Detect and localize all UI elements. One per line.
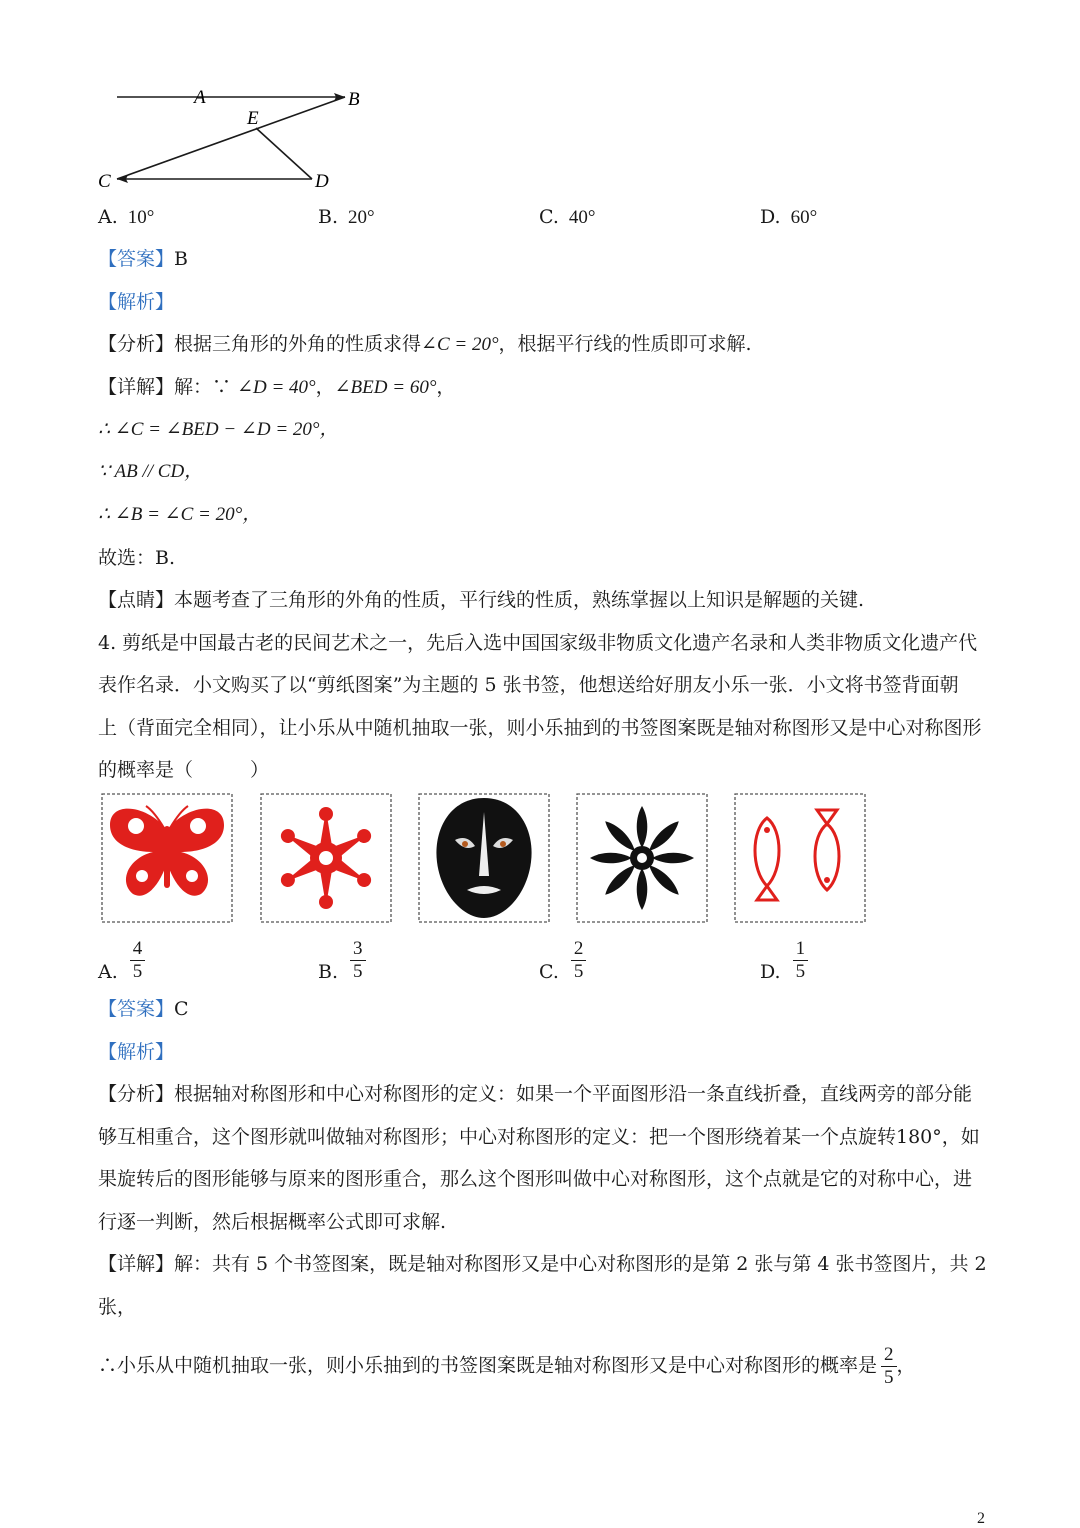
q4-detail-line-3: ∴小乐从中随机抽取一张，则小乐抽到的书签图案既是轴对称图形又是中心对称图形的概率是 $\frac{2}{5}$ ， [98, 1344, 916, 1388]
q4-stem-line-2: 表作名录．小文购买了以“剪纸图案”为主题的 5 张书签，他想送给好朋友小乐一张．小文将书签背面朝 [98, 674, 959, 696]
fish-papercut-image [731, 790, 869, 926]
label-a: A [194, 87, 206, 108]
page-number: 2 [977, 1510, 985, 1527]
q3-answer: 【答案】B [98, 248, 188, 270]
label-e: E [247, 108, 259, 129]
q4-fenxi-line-4: 行逐一判断，然后根据概率公式即可求解. [98, 1211, 447, 1233]
q4-fenxi-line-2: 够互相重合，这个图形就叫做轴对称图形；中心对称图形的定义：把一个图形绕着某一个点旋转180°，如 [98, 1126, 980, 1148]
q4-option-d: D. $\frac{1}{5}$ [760, 938, 808, 983]
q4-option-c: C. $\frac{2}{5}$ [539, 938, 586, 983]
q4-answer: 【答案】C [98, 998, 189, 1020]
label-d: D [315, 171, 329, 192]
q3-step-1: ∴ ∠C = ∠BED − ∠D = 20°， [98, 419, 339, 440]
q3-analysis-heading: 【解析】 [98, 291, 175, 313]
q3-step-2: ∵ AB // CD， [98, 461, 204, 482]
q4-stem-line-1: 4. 剪纸是中国最古老的民间艺术之一，先后入选中国国家级非物质文化遗产名录和人类非物质文化遗产代 [98, 632, 978, 654]
q4-option-a: A. $\frac{4}{5}$ [98, 938, 145, 983]
q3-fenxi: 【分析】根据三角形的外角的性质求得∠C = 20°，根据平行线的性质即可求解. [98, 333, 752, 355]
q3-step-3: ∴ ∠B = ∠C = 20°， [98, 504, 262, 525]
q3-comment: 【点睛】本题考查了三角形的外角的性质，平行线的性质，熟练掌握以上知识是解题的关键. [98, 589, 865, 611]
q3-option-a: A. 10° [98, 206, 155, 228]
q4-stem-line-3: 上（背面完全相同），让小乐从中随机抽取一张，则小乐抽到的书签图案既是轴对称图形又是中心对称图形 [98, 717, 982, 739]
q4-detail-line-2: 张， [98, 1296, 137, 1318]
q3-option-c: C. 40° [539, 206, 596, 228]
geometry-figure [90, 80, 370, 200]
q3-detail: 【详解】解：∵ ∠D = 40°，∠BED = 60°， [98, 376, 456, 398]
q4-stem-line-4: 的概率是（ ） [98, 759, 270, 781]
q3-option-d: D. 60° [760, 206, 818, 228]
label-c: C [98, 171, 111, 192]
snowflake-papercut-image [257, 790, 395, 926]
mandala-papercut-image [573, 790, 711, 926]
opera-mask-image [415, 790, 553, 926]
label-b: B [348, 89, 360, 110]
q4-analysis-heading: 【解析】 [98, 1041, 175, 1063]
q4-fenxi-line-3: 果旋转后的图形能够与原来的图形重合，那么这个图形叫做中心对称图形，这个点就是它的对称中心，进 [98, 1168, 973, 1190]
q4-option-b: B. $\frac{3}{5}$ [318, 938, 366, 983]
q3-option-b: B. 20° [318, 206, 375, 228]
q4-fenxi-line-1: 【分析】根据轴对称图形和中心对称图形的定义：如果一个平面图形沿一条直线折叠，直线两旁的部分能 [98, 1083, 973, 1105]
q3-choose: 故选：B. [98, 547, 176, 569]
q4-detail-line-1: 【详解】解：共有 5 个书签图案，既是轴对称图形又是中心对称图形的是第 2 张与第 4 张书签图片，共 2 [98, 1253, 987, 1275]
butterfly-papercut-image [98, 790, 236, 926]
